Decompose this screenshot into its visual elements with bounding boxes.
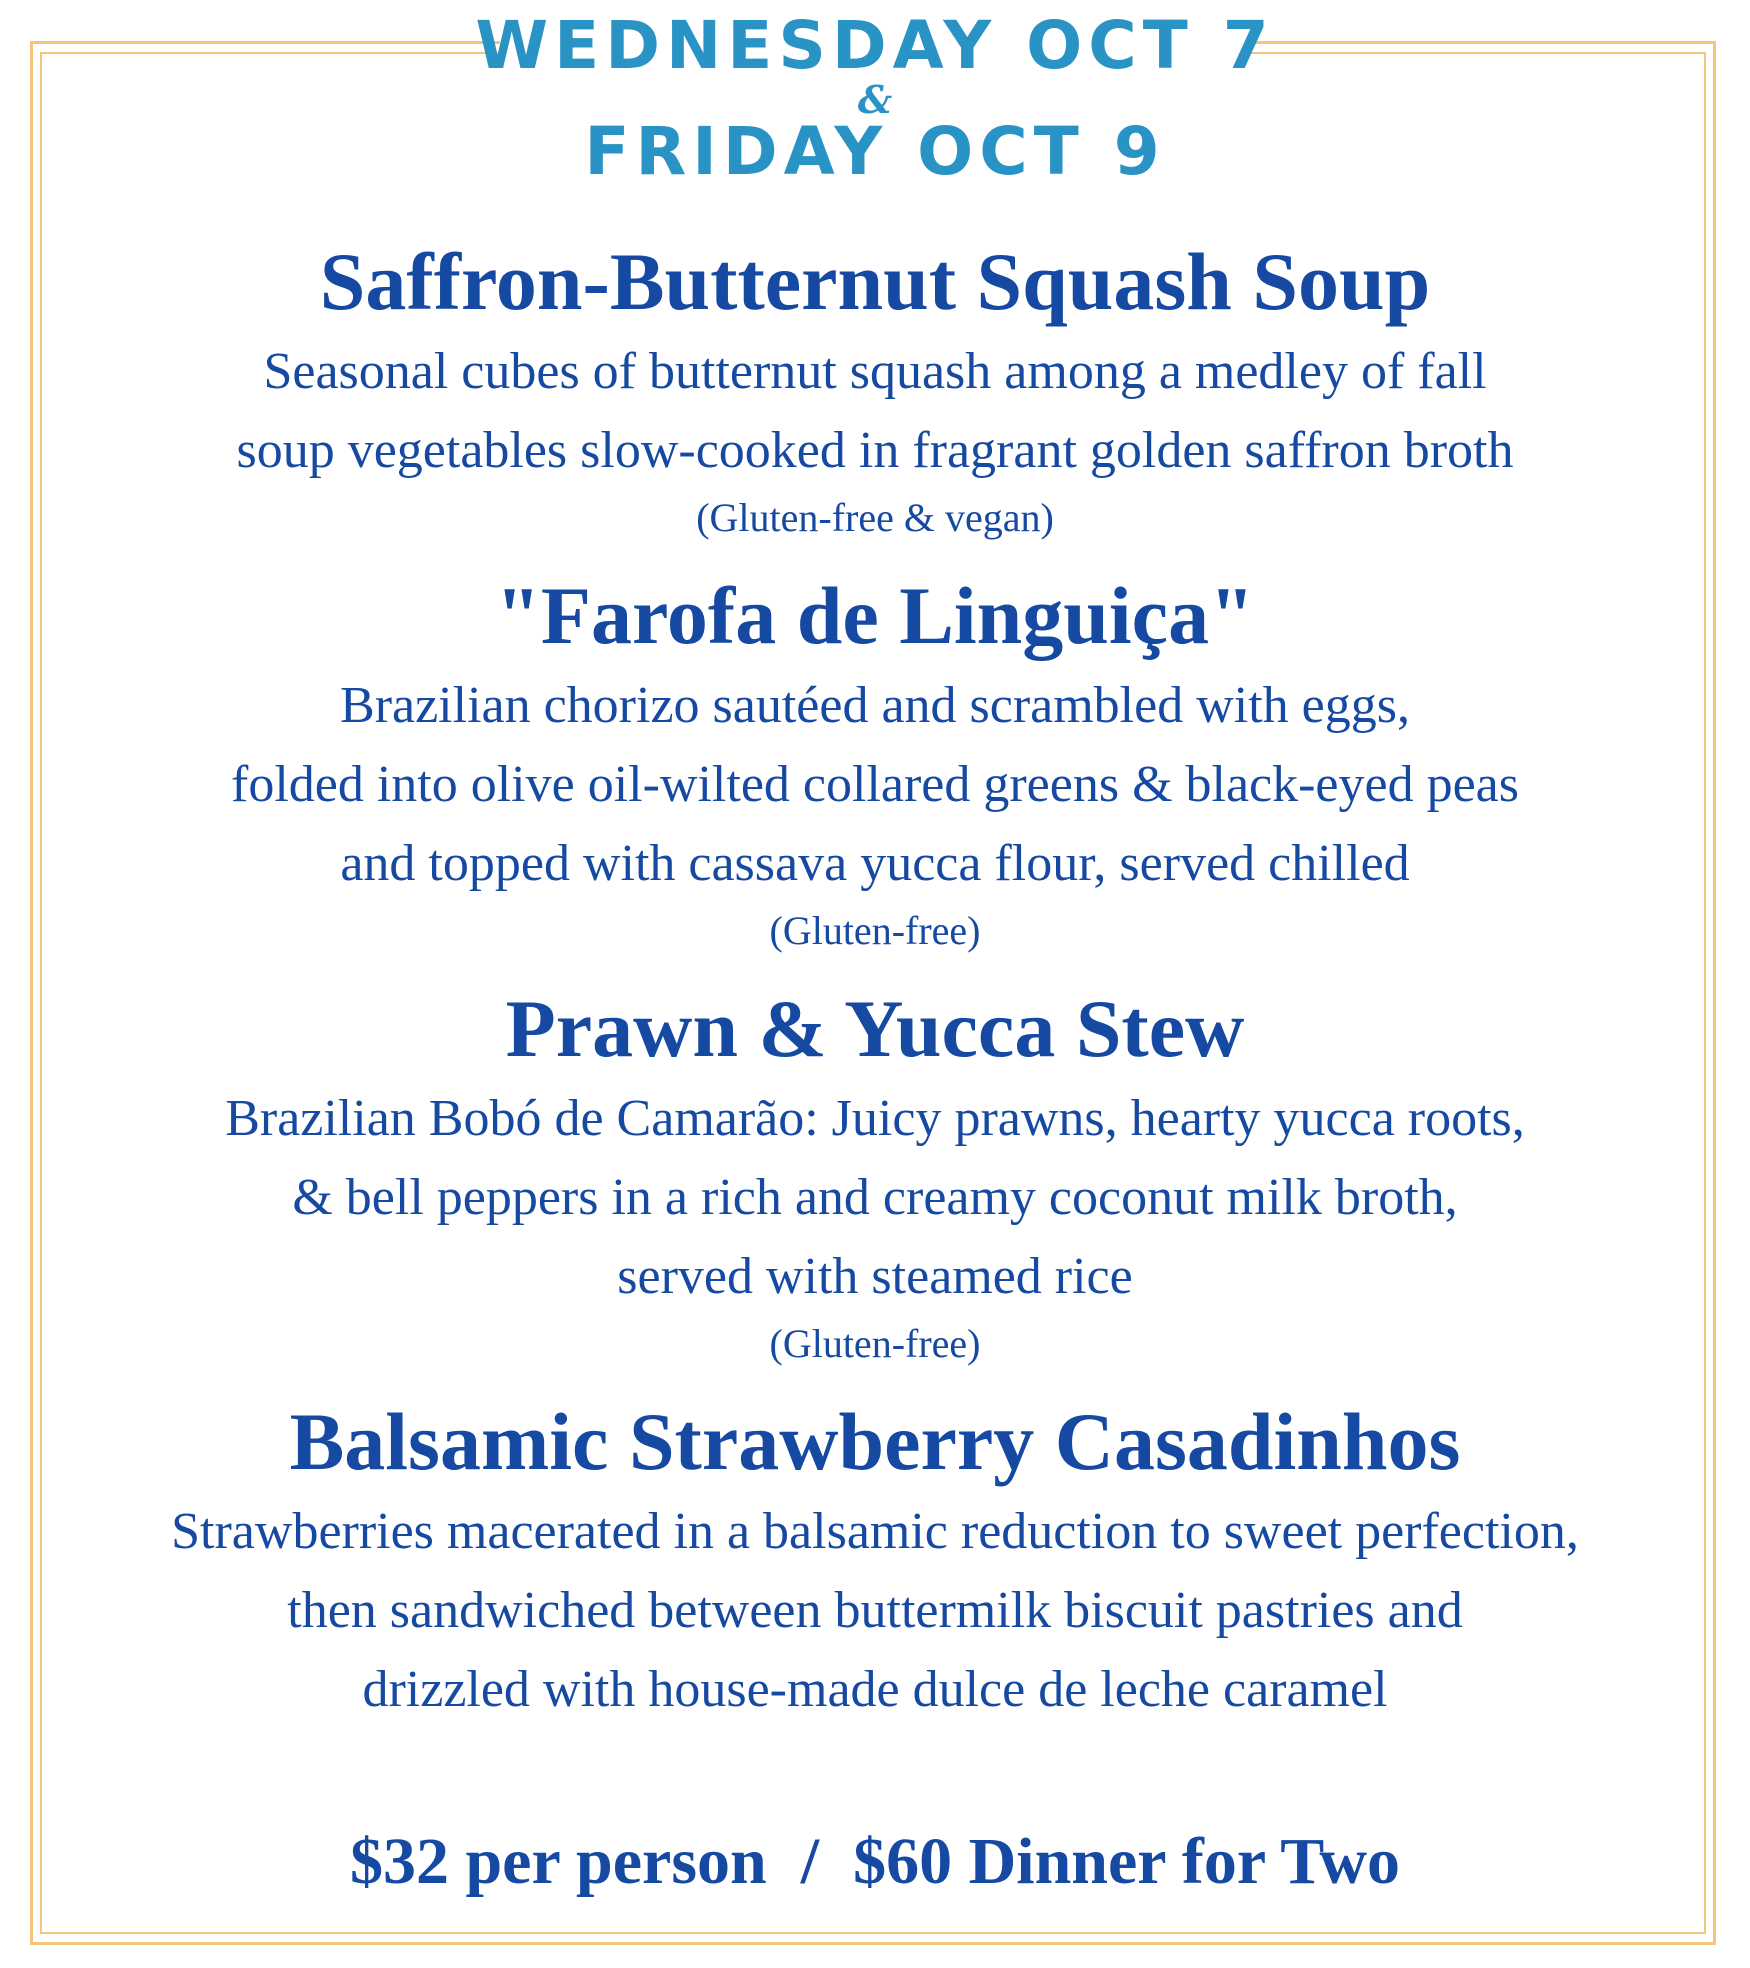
course-soup [60,232,1690,546]
date-header [0,0,1750,200]
course-dessert [60,1392,1690,1729]
dietary-note: (Gluten-free & vegan) [696,495,1054,540]
date-ampersand: & [857,77,893,122]
course-farofa [60,566,1690,959]
course-description-line: Brazilian chorizo sautéed and scrambled with eggs, [340,677,1410,734]
course-title: Prawn & Yucca Stew [505,983,1245,1074]
course-description-line: & bell peppers in a rich and creamy coconut milk broth, [292,1169,1458,1226]
date-line-wednesday: WEDNESDAY OCT 7 [475,7,1275,84]
course-description-line: soup vegetables slow-cooked in fragrant golden saffron broth [236,422,1514,479]
course-description-line: then sandwiched between buttermilk biscuit pastries and [287,1582,1463,1639]
course-title: Saffron-Butternut Squash Soup [319,236,1431,327]
course-stew [60,979,1690,1372]
course-description-line: Strawberries macerated in a balsamic reduction to sweet perfection, [171,1503,1579,1560]
course-description-line: drizzled with house-made dulce de leche caramel [362,1661,1388,1718]
course-description-line: and topped with cassava yucca flour, served chilled [340,835,1410,892]
course-description-line: served with steamed rice [617,1248,1133,1305]
course-description-line: Seasonal cubes of butternut squash among a medley of fall [263,343,1487,400]
course-description-line: Brazilian Bobó de Camarão: Juicy prawns, hearty yucca roots, [225,1090,1525,1147]
price-dinner-for-two: $60 Dinner for Two [853,1825,1401,1898]
dietary-note: (Gluten-free) [769,908,981,953]
price-separator: / [800,1825,820,1898]
course-title: "Farofa de Linguiça" [495,570,1255,661]
course-description-line: folded into olive oil-wilted collared greens & black-eyed peas [231,756,1519,813]
dietary-note: (Gluten-free) [769,1321,981,1366]
pricing-line [0,1822,1750,1902]
course-title: Balsamic Strawberry Casadinhos [289,1396,1461,1487]
price-per-person: $32 per person [349,1825,767,1898]
date-line-friday: FRIDAY OCT 9 [584,113,1166,190]
menu-courses [60,232,1690,1729]
